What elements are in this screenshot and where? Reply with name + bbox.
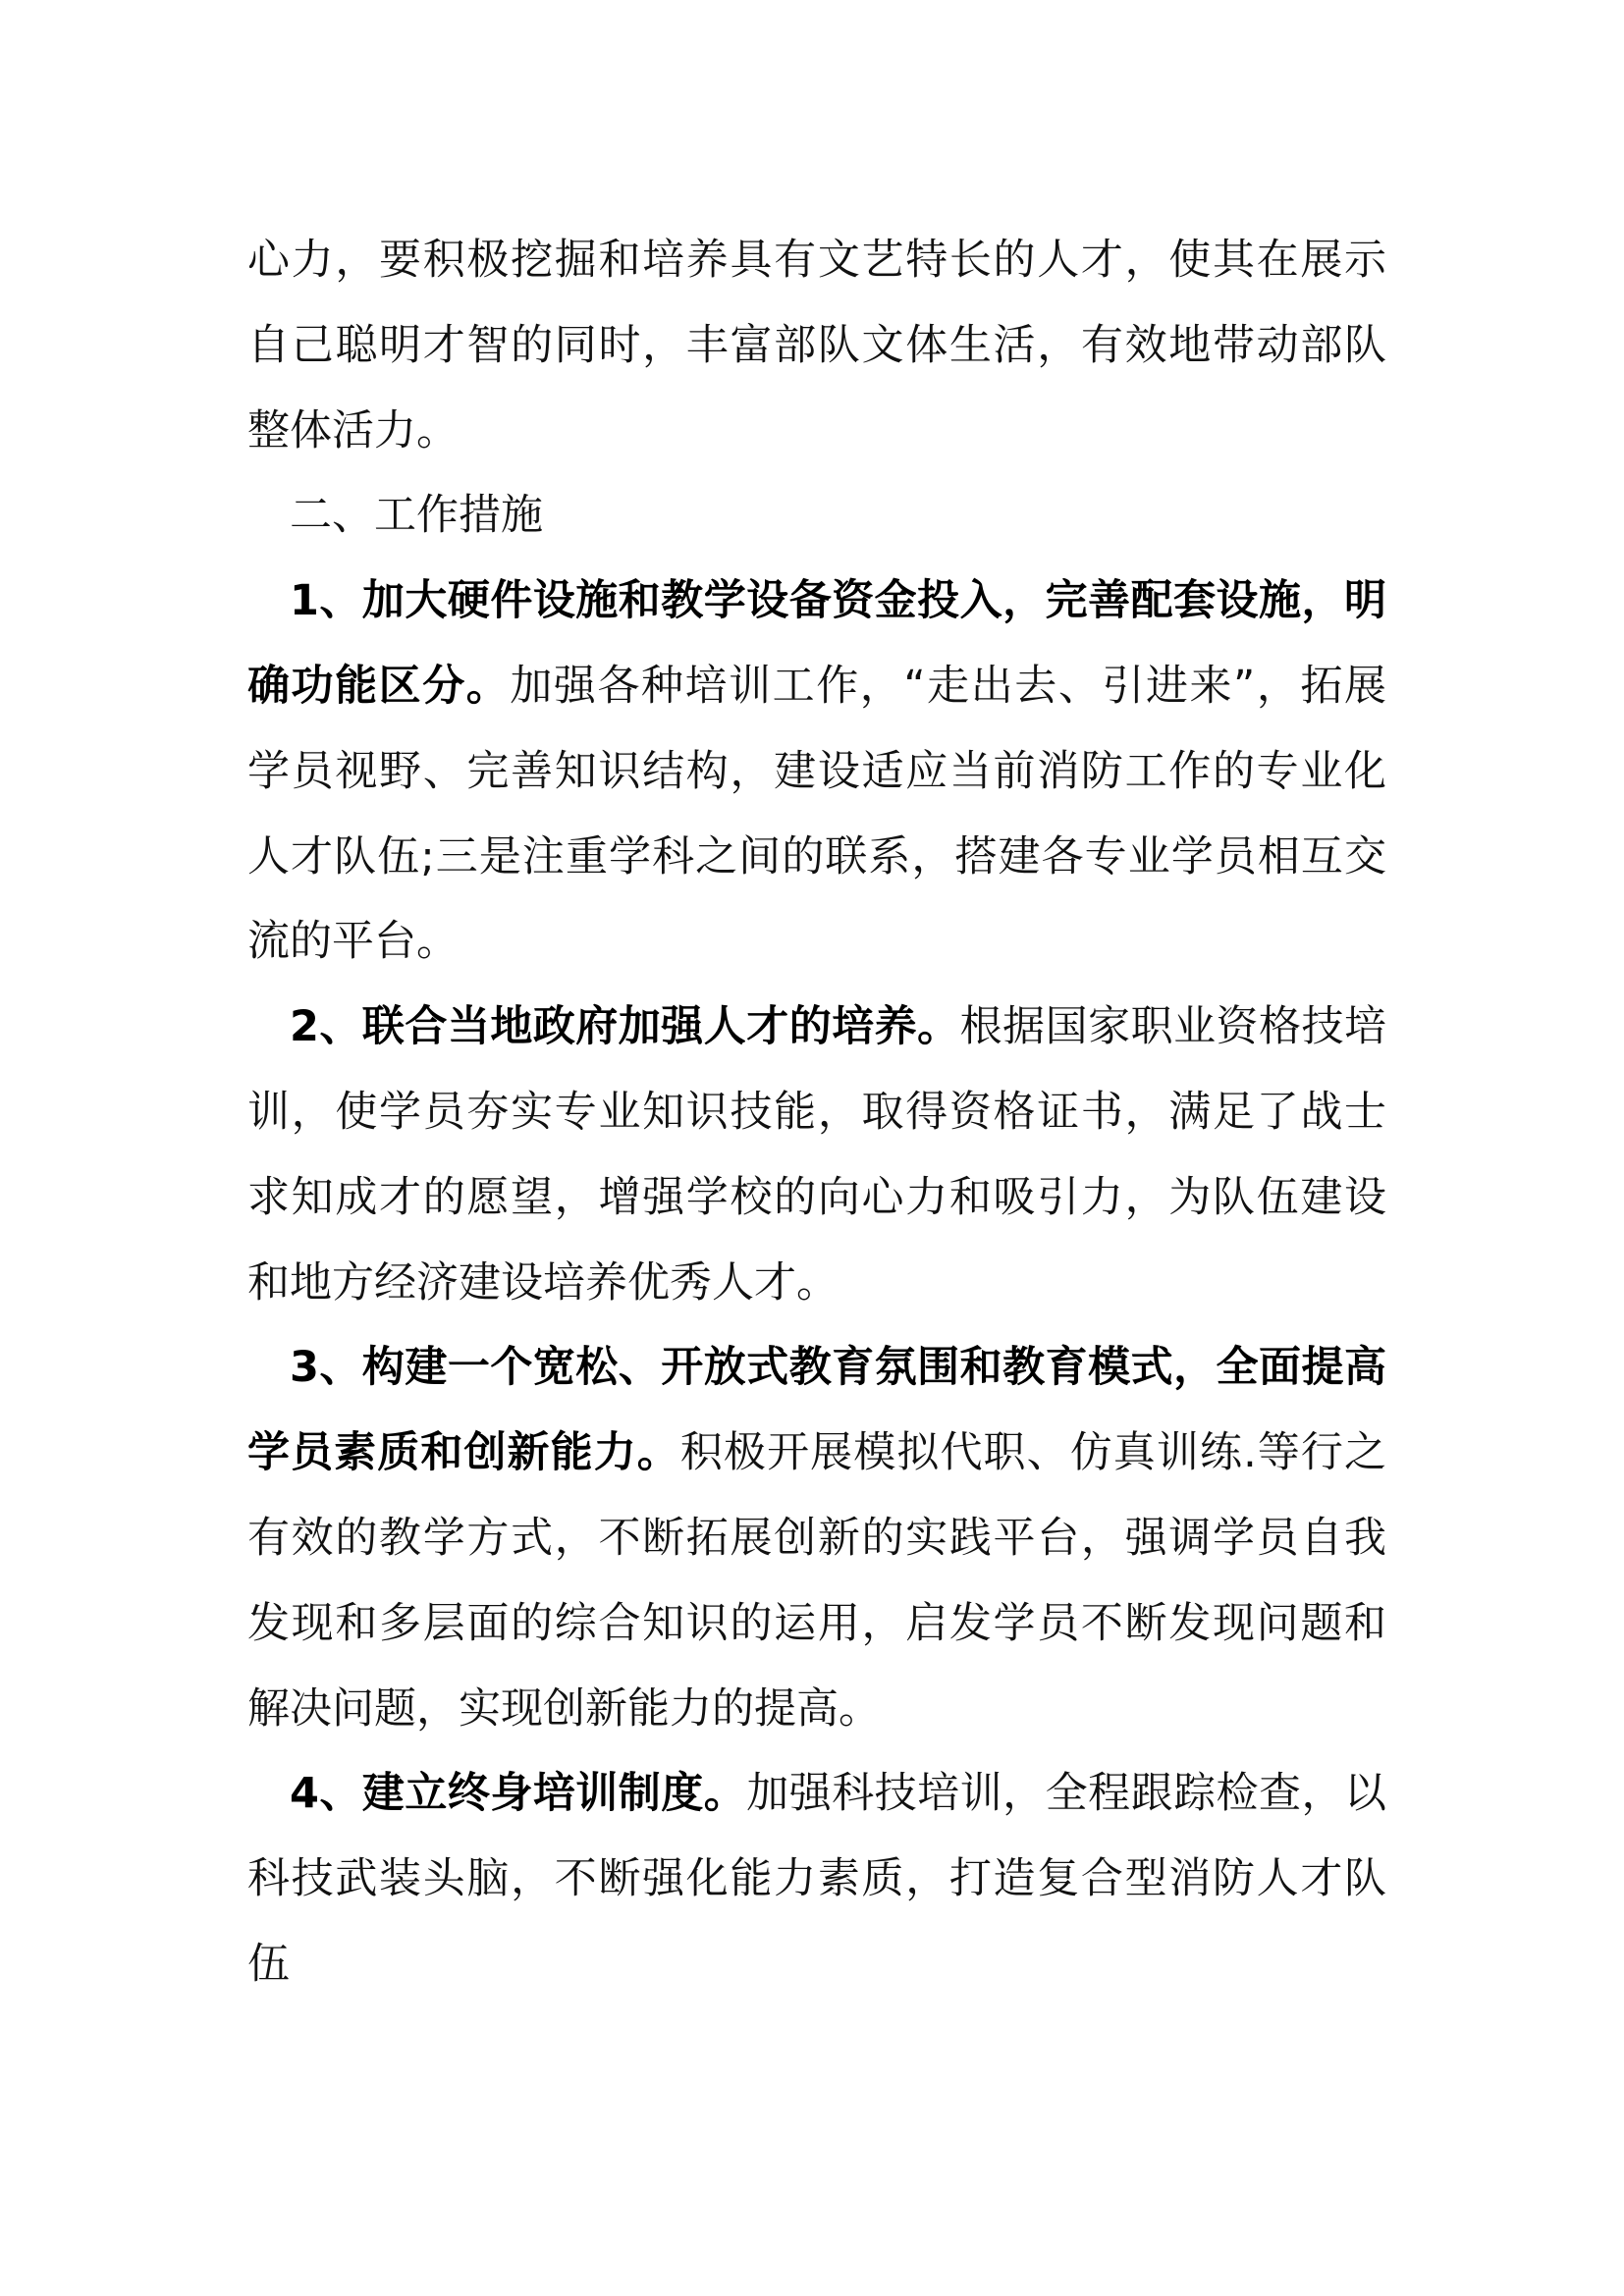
measure-2-text: 根据国家职业资格技培训，使学员夯实专业知识技能，取得资格证书，满足了战士求知成才的愿望，增强学校的向心力和吸引力，为队伍建设和地方经济建设培养优秀人才。 — [247, 1002, 1387, 1308]
document-body — [247, 218, 1386, 2007]
section-heading-text: 二、工作措施 — [290, 491, 543, 541]
measure-1-lead: 1、加大硬件设施和教学设备资金投入，完善配套设施，明确功能区分。 — [247, 576, 1386, 711]
measure-4-lead: 4、建立终身培训制度。 — [290, 1769, 747, 1819]
paragraph-continuation — [247, 218, 1386, 473]
paragraph-measure-1 — [247, 559, 1386, 985]
paragraph-measure-4 — [247, 1751, 1386, 2006]
section-heading-work-measures — [247, 473, 1386, 559]
measure-3-lead: 3、构建一个宽松、开放式教育氛围和教育模式，全面提高学员素质和创新能力。 — [247, 1343, 1386, 1478]
paragraph-text: 心力，要积极挖掘和培养具有文艺特长的人才，使其在展示自己聪明才智的同时，丰富部队文体生活，有效地带动部队整体活力。 — [247, 236, 1386, 455]
measure-3-text: 积极开展模拟代职、仿真训练.等行之有效的教学方式，不断拓展创新的实践平台，强调学员自我发现和多层面的综合知识的运用，启发学员不断发现问题和解决问题，实现创新能力的提高。 — [247, 1428, 1387, 1734]
measure-4-text: 加强科技培训，全程跟踪检查，以科技武装头脑，不断强化能力素质，打造复合型消防人才队伍 — [247, 1769, 1386, 1989]
measure-1-text: 加强各种培训工作，“走出去、引进来”，拓展学员视野、完善知识结构，建设适应当前消防工作的专业化人才队伍;三是注重学科之间的联系，搭建各专业学员相互交流的平台。 — [247, 661, 1387, 967]
paragraph-measure-3 — [247, 1325, 1386, 1751]
paragraph-measure-2 — [247, 985, 1386, 1325]
measure-2-lead: 2、联合当地政府加强人才的培养。 — [290, 1002, 960, 1052]
